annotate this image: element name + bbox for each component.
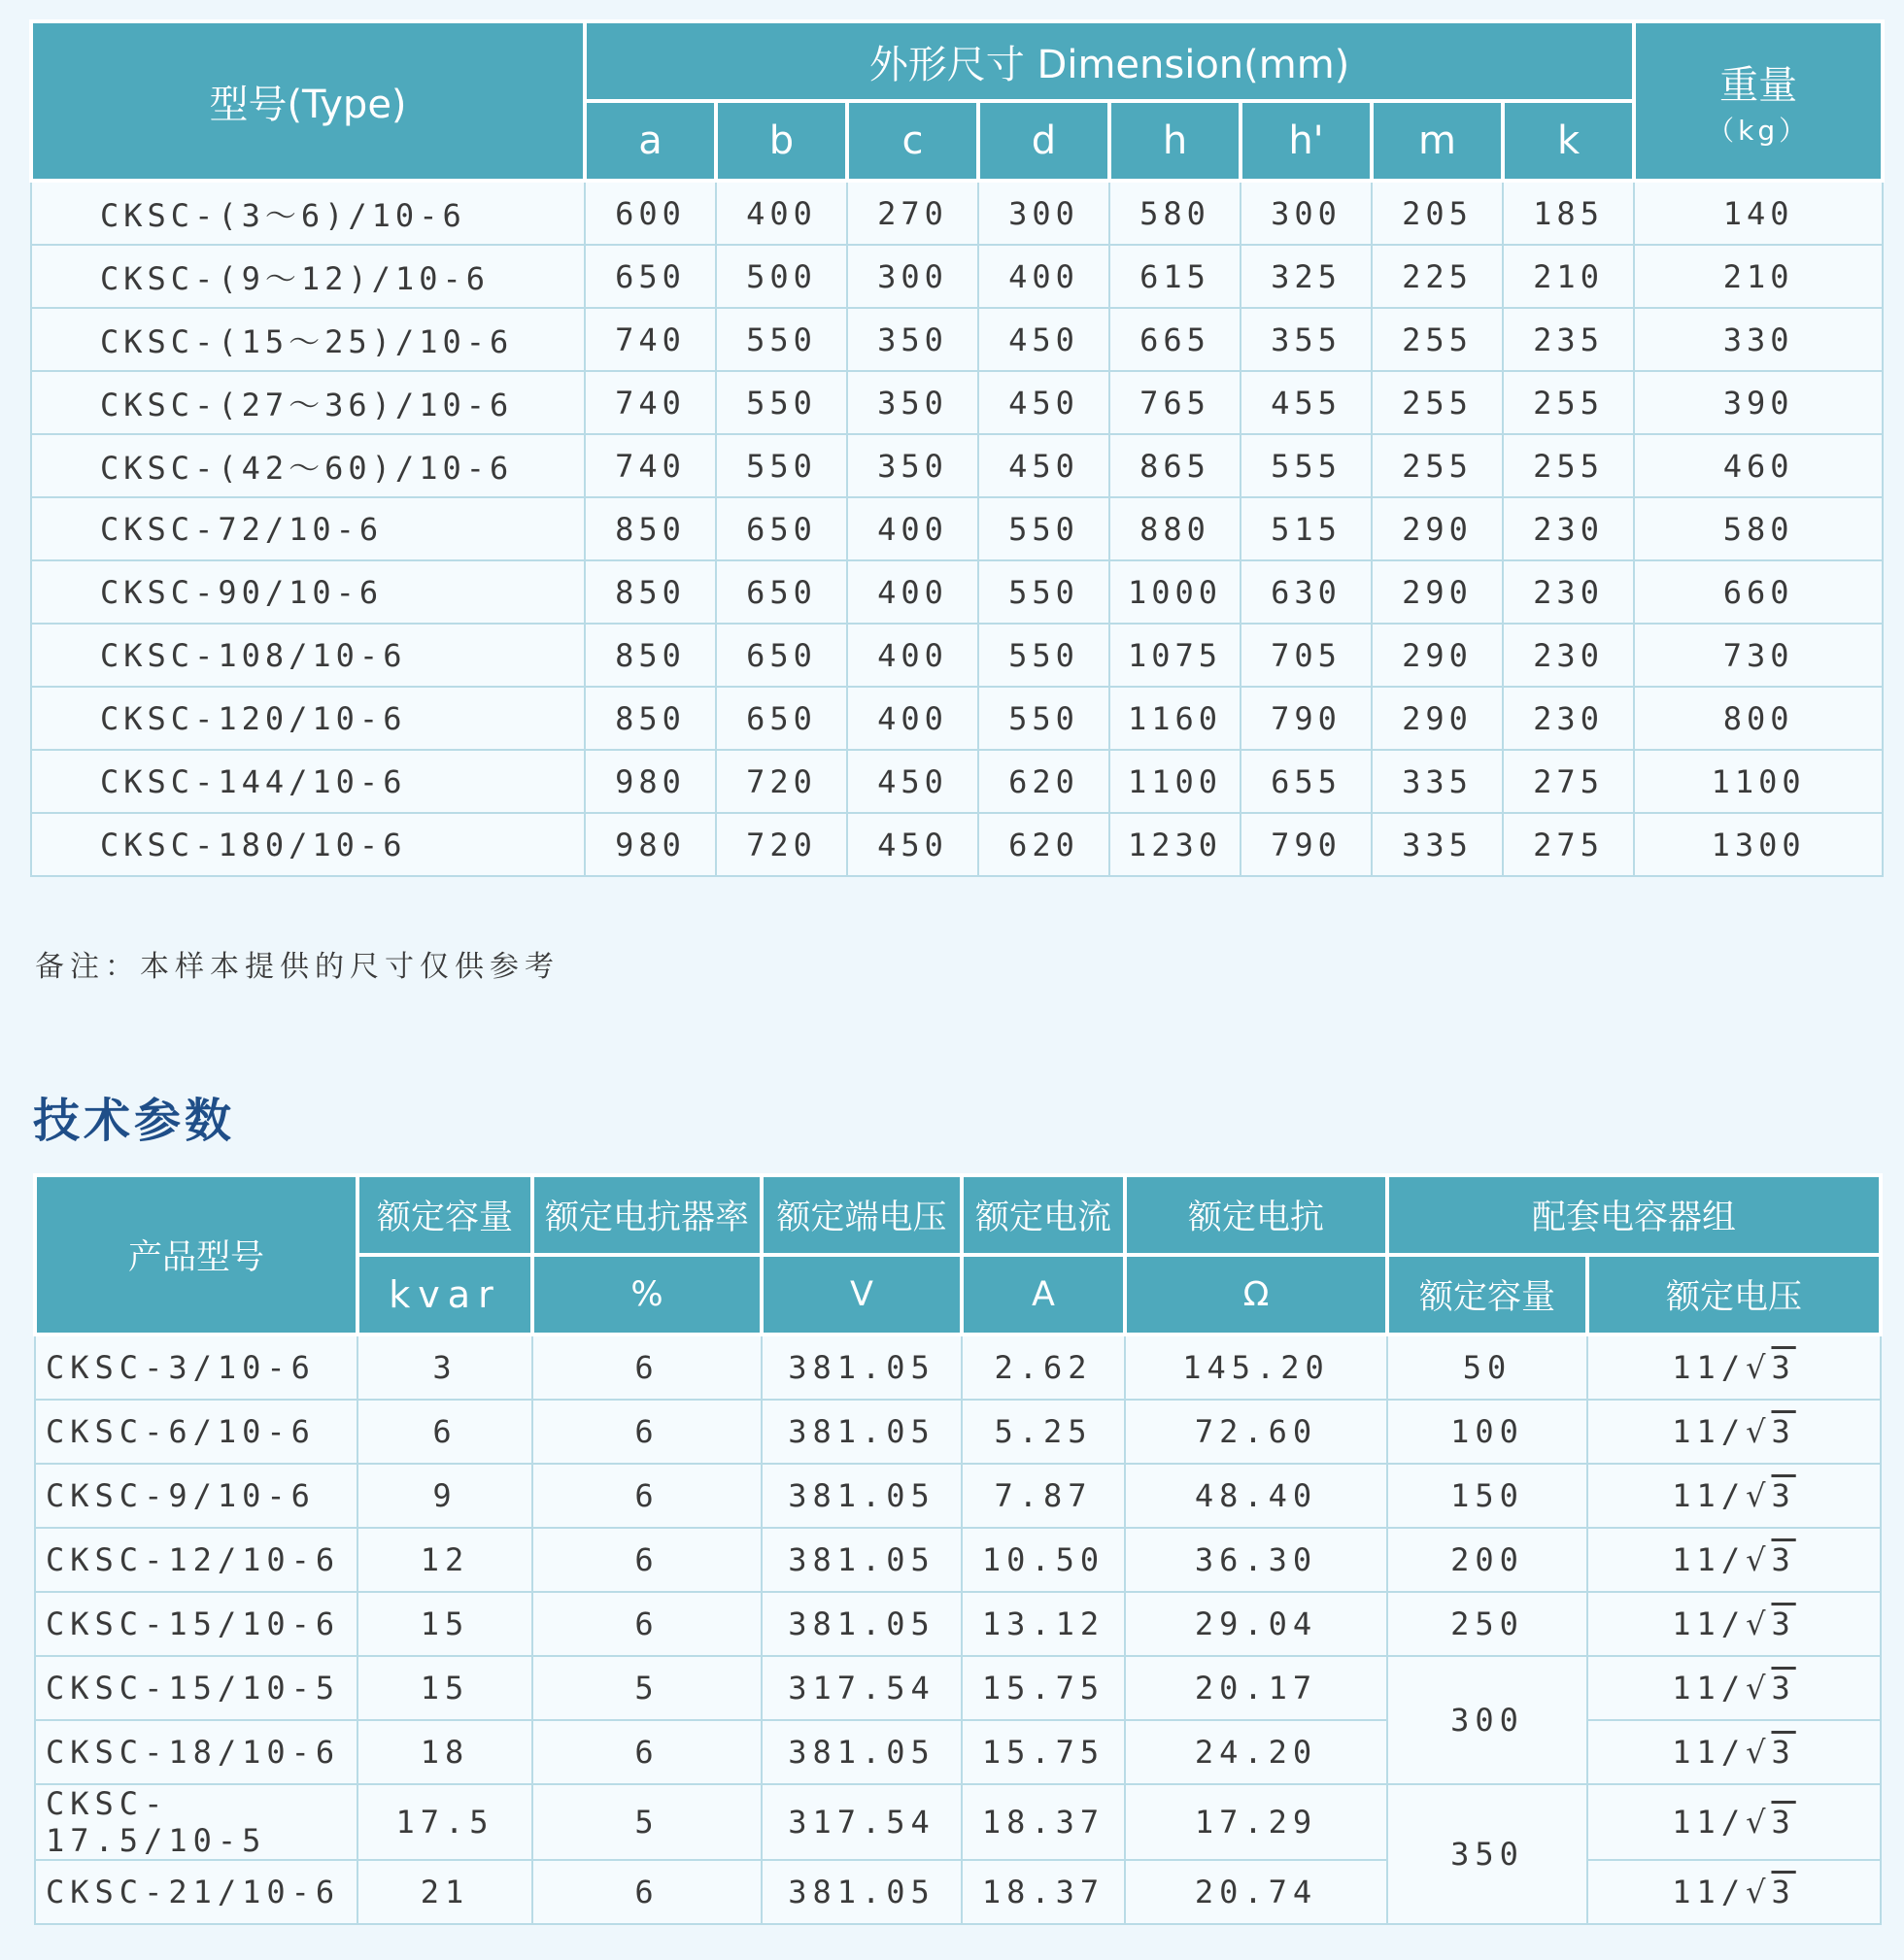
weight-header	[1634, 21, 1883, 181]
dimension-cell: 400	[847, 687, 978, 750]
dimension-cell: 1000	[1109, 560, 1241, 624]
dimension-cell: 740	[585, 434, 716, 497]
voltage-cell: 381.05	[762, 1720, 962, 1784]
dimension-cell: 600	[585, 181, 716, 245]
reactance-cell: 36.30	[1125, 1528, 1387, 1592]
weight-cell: 730	[1634, 624, 1883, 687]
voltage-unit: V	[762, 1255, 962, 1335]
voltage-denominator: 3	[1771, 1541, 1796, 1578]
tech-params-table	[33, 1173, 1883, 1925]
weight-cell: 1300	[1634, 813, 1883, 876]
sqrt-icon: √	[1746, 1605, 1772, 1642]
dimension-header: 外形尺寸 Dimension(mm)	[585, 21, 1634, 101]
reactance-cell: 72.60	[1125, 1400, 1387, 1464]
group-voltage-cell	[1587, 1335, 1881, 1400]
voltage-cell: 381.05	[762, 1528, 962, 1592]
voltage-numerator: 11/	[1672, 1605, 1747, 1642]
dimension-cell: 325	[1241, 245, 1372, 308]
group-voltage-header: 额定电压	[1587, 1255, 1881, 1335]
table-row	[31, 497, 1883, 560]
dimension-cell: 255	[1372, 308, 1503, 371]
type-cell: CKSC-120/10-6	[31, 687, 585, 750]
reactance-cell: 17.29	[1125, 1784, 1387, 1860]
sqrt-icon: √	[1746, 1541, 1772, 1578]
current-cell: 15.75	[962, 1656, 1125, 1720]
dimension-cell: 720	[716, 750, 847, 813]
current-cell: 7.87	[962, 1464, 1125, 1528]
capacity-unit: kvar	[357, 1255, 532, 1335]
dimension-cell: 450	[978, 434, 1109, 497]
dimension-cell: 790	[1241, 687, 1372, 750]
current-cell: 2.62	[962, 1335, 1125, 1400]
dimension-cell: 275	[1503, 813, 1634, 876]
dimension-cell: 235	[1503, 308, 1634, 371]
type-cell: CKSC-90/10-6	[31, 560, 585, 624]
dimension-cell: 980	[585, 813, 716, 876]
voltage-cell: 381.05	[762, 1464, 962, 1528]
rate-cell: 6	[532, 1592, 762, 1656]
col-a-header: a	[585, 101, 716, 181]
type-cell: CKSC-108/10-6	[31, 624, 585, 687]
dimension-cell: 400	[847, 560, 978, 624]
dimension-cell: 1100	[1109, 750, 1241, 813]
voltage-denominator: 3	[1771, 1413, 1796, 1450]
rate-cell: 6	[532, 1860, 762, 1924]
voltage-numerator: 11/	[1672, 1670, 1747, 1707]
group-capacity-cell: 200	[1387, 1528, 1587, 1592]
group-capacity-cell: 300	[1387, 1656, 1587, 1784]
voltage-denominator: 3	[1771, 1804, 1796, 1841]
dimension-table	[29, 19, 1885, 877]
table-row	[31, 813, 1883, 876]
rate-cell: 6	[532, 1528, 762, 1592]
dimension-table-body	[31, 181, 1883, 876]
dimension-cell: 740	[585, 308, 716, 371]
voltage-cell: 317.54	[762, 1656, 962, 1720]
capacity-cell: 21	[357, 1860, 532, 1924]
dimension-cell: 230	[1503, 497, 1634, 560]
table-row	[31, 750, 1883, 813]
voltage-cell: 381.05	[762, 1400, 962, 1464]
col-h-header: h	[1109, 101, 1241, 181]
dimension-cell: 500	[716, 245, 847, 308]
dimension-cell: 550	[716, 308, 847, 371]
reactance-unit: Ω	[1125, 1255, 1387, 1335]
dimension-cell: 705	[1241, 624, 1372, 687]
group-capacity-cell: 150	[1387, 1464, 1587, 1528]
dimension-cell: 650	[716, 560, 847, 624]
dimension-cell: 205	[1372, 181, 1503, 245]
model-cell: CKSC-17.5/10-5	[35, 1784, 357, 1860]
dimension-cell: 335	[1372, 813, 1503, 876]
model-cell: CKSC-12/10-6	[35, 1528, 357, 1592]
rate-cell: 6	[532, 1335, 762, 1400]
dimension-cell: 270	[847, 181, 978, 245]
weight-unit: （kg）	[1707, 114, 1811, 147]
current-header: 额定电流	[962, 1175, 1125, 1255]
dimension-cell: 1160	[1109, 687, 1241, 750]
rate-cell: 5	[532, 1656, 762, 1720]
weight-cell: 460	[1634, 434, 1883, 497]
col-k-header: k	[1503, 101, 1634, 181]
table-row	[35, 1464, 1881, 1528]
voltage-denominator: 3	[1771, 1874, 1796, 1910]
dimension-cell: 515	[1241, 497, 1372, 560]
voltage-denominator: 3	[1771, 1670, 1796, 1707]
group-voltage-cell	[1587, 1592, 1881, 1656]
dimension-cell: 300	[847, 245, 978, 308]
weight-cell: 390	[1634, 371, 1883, 434]
dimension-cell: 850	[585, 497, 716, 560]
type-cell: CKSC-(9～12)/10-6	[31, 245, 585, 308]
dimension-cell: 630	[1241, 560, 1372, 624]
group-voltage-cell	[1587, 1656, 1881, 1720]
dimension-cell: 580	[1109, 181, 1241, 245]
type-cell: CKSC-(3～6)/10-6	[31, 181, 585, 245]
voltage-numerator: 11/	[1672, 1349, 1747, 1386]
dimension-cell: 290	[1372, 624, 1503, 687]
rate-cell: 6	[532, 1720, 762, 1784]
dimension-cell: 865	[1109, 434, 1241, 497]
dimension-cell: 550	[978, 560, 1109, 624]
col-h-prime-header: h'	[1241, 101, 1372, 181]
voltage-numerator: 11/	[1672, 1734, 1747, 1771]
reactance-cell: 24.20	[1125, 1720, 1387, 1784]
dimension-cell: 230	[1503, 560, 1634, 624]
capacitor-group-header: 配套电容器组	[1387, 1175, 1881, 1255]
voltage-cell: 381.05	[762, 1592, 962, 1656]
voltage-numerator: 11/	[1672, 1477, 1747, 1514]
table-row	[35, 1656, 1881, 1720]
table-row	[35, 1528, 1881, 1592]
type-cell: CKSC-180/10-6	[31, 813, 585, 876]
dimension-cell: 980	[585, 750, 716, 813]
dimension-cell: 255	[1372, 371, 1503, 434]
voltage-denominator: 3	[1771, 1349, 1796, 1386]
group-voltage-cell	[1587, 1528, 1881, 1592]
current-cell: 15.75	[962, 1720, 1125, 1784]
dimension-cell: 880	[1109, 497, 1241, 560]
dimension-cell: 720	[716, 813, 847, 876]
dimension-cell: 740	[585, 371, 716, 434]
dimension-cell: 550	[978, 687, 1109, 750]
dimension-cell: 790	[1241, 813, 1372, 876]
dimension-cell: 450	[847, 813, 978, 876]
group-capacity-header: 额定容量	[1387, 1255, 1587, 1335]
reactance-cell: 20.74	[1125, 1860, 1387, 1924]
sqrt-icon: √	[1746, 1477, 1772, 1514]
dimension-cell: 655	[1241, 750, 1372, 813]
dimension-cell: 350	[847, 434, 978, 497]
col-c-header: c	[847, 101, 978, 181]
footnote: 备注：本样本提供的尺寸仅供参考	[35, 950, 560, 984]
table-row	[35, 1592, 1881, 1656]
capacity-cell: 15	[357, 1656, 532, 1720]
current-cell: 13.12	[962, 1592, 1125, 1656]
section-title: 技术参数	[33, 1094, 236, 1148]
dimension-cell: 230	[1503, 687, 1634, 750]
weight-cell: 660	[1634, 560, 1883, 624]
dimension-cell: 300	[978, 181, 1109, 245]
type-cell: CKSC-(27～36)/10-6	[31, 371, 585, 434]
voltage-numerator: 11/	[1672, 1804, 1747, 1841]
dimension-cell: 665	[1109, 308, 1241, 371]
dimension-cell: 765	[1109, 371, 1241, 434]
dimension-cell: 555	[1241, 434, 1372, 497]
dimension-cell: 355	[1241, 308, 1372, 371]
model-cell: CKSC-15/10-6	[35, 1592, 357, 1656]
type-cell: CKSC-72/10-6	[31, 497, 585, 560]
dimension-cell: 550	[716, 371, 847, 434]
dimension-cell: 400	[847, 497, 978, 560]
model-cell: CKSC-3/10-6	[35, 1335, 357, 1400]
group-capacity-cell: 350	[1387, 1784, 1587, 1924]
group-voltage-cell	[1587, 1464, 1881, 1528]
type-cell: CKSC-(42～60)/10-6	[31, 434, 585, 497]
table-row	[35, 1720, 1881, 1784]
weight-cell: 330	[1634, 308, 1883, 371]
dimension-cell: 350	[847, 371, 978, 434]
dimension-cell: 620	[978, 813, 1109, 876]
rate-cell: 6	[532, 1464, 762, 1528]
dimension-cell: 850	[585, 687, 716, 750]
voltage-numerator: 11/	[1672, 1874, 1747, 1910]
dimension-cell: 255	[1372, 434, 1503, 497]
group-capacity-cell: 100	[1387, 1400, 1587, 1464]
weight-cell: 1100	[1634, 750, 1883, 813]
current-cell: 5.25	[962, 1400, 1125, 1464]
sqrt-icon: √	[1746, 1413, 1772, 1450]
dimension-cell: 650	[716, 624, 847, 687]
sqrt-icon: √	[1746, 1349, 1772, 1386]
dimension-cell: 400	[847, 624, 978, 687]
dimension-cell: 225	[1372, 245, 1503, 308]
group-voltage-cell	[1587, 1400, 1881, 1464]
table-row	[31, 687, 1883, 750]
voltage-numerator: 11/	[1672, 1413, 1747, 1450]
capacity-header: 额定容量	[357, 1175, 532, 1255]
table-row	[31, 308, 1883, 371]
reactance-cell: 145.20	[1125, 1335, 1387, 1400]
dimension-cell: 275	[1503, 750, 1634, 813]
reactance-rate-header: 额定电抗器率	[532, 1175, 762, 1255]
dimension-cell: 290	[1372, 497, 1503, 560]
dimension-cell: 455	[1241, 371, 1372, 434]
group-voltage-cell	[1587, 1784, 1881, 1860]
current-cell: 18.37	[962, 1784, 1125, 1860]
dimension-cell: 620	[978, 750, 1109, 813]
dimension-cell: 255	[1503, 434, 1634, 497]
table-row	[35, 1784, 1881, 1860]
reactance-cell: 29.04	[1125, 1592, 1387, 1656]
table-row	[35, 1860, 1881, 1924]
reactance-header: 额定电抗	[1125, 1175, 1387, 1255]
dimension-cell: 350	[847, 308, 978, 371]
table-row	[35, 1335, 1881, 1400]
model-cell: CKSC-21/10-6	[35, 1860, 357, 1924]
dimension-cell: 400	[716, 181, 847, 245]
dimension-cell: 450	[978, 308, 1109, 371]
col-d-header: d	[978, 101, 1109, 181]
dimension-cell: 300	[1241, 181, 1372, 245]
dimension-cell: 230	[1503, 624, 1634, 687]
model-cell: CKSC-6/10-6	[35, 1400, 357, 1464]
capacity-cell: 18	[357, 1720, 532, 1784]
col-m-header: m	[1372, 101, 1503, 181]
tech-table-body	[35, 1335, 1881, 1924]
group-voltage-cell	[1587, 1860, 1881, 1924]
capacity-cell: 9	[357, 1464, 532, 1528]
sqrt-icon: √	[1746, 1670, 1772, 1707]
capacity-cell: 6	[357, 1400, 532, 1464]
dimension-cell: 850	[585, 560, 716, 624]
dimension-cell: 290	[1372, 560, 1503, 624]
voltage-numerator: 11/	[1672, 1541, 1747, 1578]
current-unit: A	[962, 1255, 1125, 1335]
capacity-cell: 15	[357, 1592, 532, 1656]
voltage-cell: 381.05	[762, 1335, 962, 1400]
group-capacity-cell: 250	[1387, 1592, 1587, 1656]
table-row	[31, 624, 1883, 687]
sqrt-icon: √	[1746, 1804, 1772, 1841]
group-voltage-cell	[1587, 1720, 1881, 1784]
dimension-cell: 450	[978, 371, 1109, 434]
sqrt-icon: √	[1746, 1874, 1772, 1910]
voltage-denominator: 3	[1771, 1605, 1796, 1642]
dimension-cell: 210	[1503, 245, 1634, 308]
dimension-cell: 255	[1503, 371, 1634, 434]
capacity-cell: 12	[357, 1528, 532, 1592]
dimension-cell: 650	[716, 687, 847, 750]
current-cell: 18.37	[962, 1860, 1125, 1924]
sqrt-icon: √	[1746, 1734, 1772, 1771]
rate-cell: 6	[532, 1400, 762, 1464]
voltage-denominator: 3	[1771, 1477, 1796, 1514]
dimension-cell: 290	[1372, 687, 1503, 750]
dimension-cell: 1075	[1109, 624, 1241, 687]
dimension-cell: 550	[978, 624, 1109, 687]
dimension-cell: 650	[716, 497, 847, 560]
dimension-cell: 615	[1109, 245, 1241, 308]
dimension-cell: 1230	[1109, 813, 1241, 876]
dimension-cell: 650	[585, 245, 716, 308]
table-row	[31, 245, 1883, 308]
weight-cell: 210	[1634, 245, 1883, 308]
dimension-cell: 335	[1372, 750, 1503, 813]
reactance-cell: 48.40	[1125, 1464, 1387, 1528]
table-row	[31, 181, 1883, 245]
type-cell: CKSC-(15～25)/10-6	[31, 308, 585, 371]
type-header: 型号(Type)	[31, 21, 585, 181]
current-cell: 10.50	[962, 1528, 1125, 1592]
model-cell: CKSC-18/10-6	[35, 1720, 357, 1784]
reactance-cell: 20.17	[1125, 1656, 1387, 1720]
weight-cell: 580	[1634, 497, 1883, 560]
voltage-denominator: 3	[1771, 1734, 1796, 1771]
dimension-cell: 550	[978, 497, 1109, 560]
capacity-cell: 17.5	[357, 1784, 532, 1860]
dimension-cell: 450	[847, 750, 978, 813]
model-cell: CKSC-9/10-6	[35, 1464, 357, 1528]
model-header: 产品型号	[35, 1175, 357, 1335]
voltage-cell: 317.54	[762, 1784, 962, 1860]
terminal-voltage-header: 额定端电压	[762, 1175, 962, 1255]
table-row	[31, 434, 1883, 497]
rate-cell: 5	[532, 1784, 762, 1860]
dimension-cell: 400	[978, 245, 1109, 308]
col-b-header: b	[716, 101, 847, 181]
model-cell: CKSC-15/10-5	[35, 1656, 357, 1720]
table-row	[35, 1400, 1881, 1464]
reactance-rate-unit: %	[532, 1255, 762, 1335]
dimension-cell: 550	[716, 434, 847, 497]
voltage-cell: 381.05	[762, 1860, 962, 1924]
weight-label: 重量	[1719, 62, 1798, 108]
dimension-cell: 185	[1503, 181, 1634, 245]
type-cell: CKSC-144/10-6	[31, 750, 585, 813]
table-row	[31, 560, 1883, 624]
group-capacity-cell: 50	[1387, 1335, 1587, 1400]
table-row	[31, 371, 1883, 434]
capacity-cell: 3	[357, 1335, 532, 1400]
weight-cell: 140	[1634, 181, 1883, 245]
weight-cell: 800	[1634, 687, 1883, 750]
dimension-cell: 850	[585, 624, 716, 687]
